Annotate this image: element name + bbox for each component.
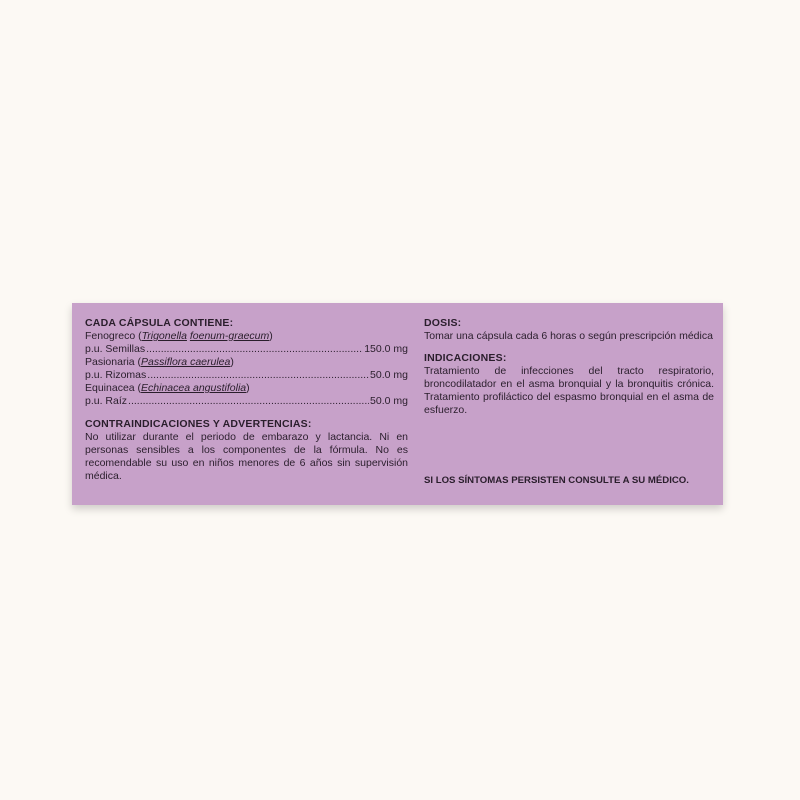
sci-open-paren: ( bbox=[137, 382, 142, 394]
ingredient-dose-row bbox=[85, 395, 408, 408]
contraindications-heading: CONTRAINDICACIONES Y ADVERTENCIAS: bbox=[85, 418, 312, 430]
warning-text: SI LOS SÍNTOMAS PERSISTEN CONSULTE A SU MÉDICO. bbox=[424, 475, 689, 486]
ingredient-name-line bbox=[85, 356, 408, 369]
dosage-heading: DOSIS: bbox=[424, 317, 462, 329]
composition-heading: CADA CÁPSULA CONTIENE: bbox=[85, 317, 234, 329]
dosage-text: Tomar una cápsula cada 6 horas o según prescripción médica bbox=[424, 330, 713, 342]
dot-leader bbox=[146, 343, 363, 356]
dot-leader bbox=[128, 395, 369, 408]
scientific-genus: Trigonella bbox=[141, 330, 187, 342]
sci-open-paren: ( bbox=[137, 356, 142, 368]
plant-part: p.u. Rizomas bbox=[85, 369, 147, 381]
ingredient-dose-row bbox=[85, 369, 408, 382]
sci-close-paren: ) bbox=[246, 382, 250, 394]
ingredient-amount: 50.0 mg bbox=[370, 369, 408, 381]
ingredient-name: Equinacea bbox=[85, 382, 135, 394]
indications-text: Tratamiento de infecciones del tracto respiratorio, broncodilatador en el asma bronquial y la bronquitis crónica. Tratamiento profiláctico del espasmo bronquial en el asma de esfuerzo. bbox=[424, 365, 714, 416]
dot-leader bbox=[147, 369, 369, 382]
spacer bbox=[424, 343, 714, 352]
sci-close-paren: ) bbox=[230, 356, 234, 368]
ingredient-amount: 50.0 mg bbox=[370, 395, 408, 407]
spacer bbox=[85, 408, 408, 418]
indications-heading: INDICACIONES: bbox=[424, 352, 507, 364]
plant-part: p.u. Semillas bbox=[85, 343, 146, 355]
ingredient-name-line bbox=[85, 382, 408, 395]
ingredient-dose-row bbox=[85, 343, 408, 356]
scientific-species: foenum-graecum bbox=[189, 330, 270, 342]
contraindications-text: No utilizar durante el periodo de embarazo y lactancia. Ni en personas sensibles a los componentes de la fórmula. No es recomendable su uso en niños menores de 6 años sin supervisión médica. bbox=[85, 431, 408, 482]
ingredient-name: Fenogreco bbox=[85, 330, 136, 342]
scientific-name: Passiflora caerulea bbox=[141, 356, 231, 368]
sci-close-paren: ) bbox=[269, 330, 273, 342]
sci-open-paren: ( bbox=[138, 330, 142, 342]
ingredient-name: Pasionaria bbox=[85, 356, 135, 368]
scientific-name: Echinacea angustifolia bbox=[141, 382, 247, 394]
ingredient-name-line bbox=[85, 330, 408, 343]
right-column bbox=[424, 317, 714, 417]
product-label-panel bbox=[72, 303, 723, 505]
ingredient-amount: 150.0 mg bbox=[364, 343, 408, 355]
left-column bbox=[85, 317, 408, 483]
plant-part: p.u. Raíz bbox=[85, 395, 128, 407]
